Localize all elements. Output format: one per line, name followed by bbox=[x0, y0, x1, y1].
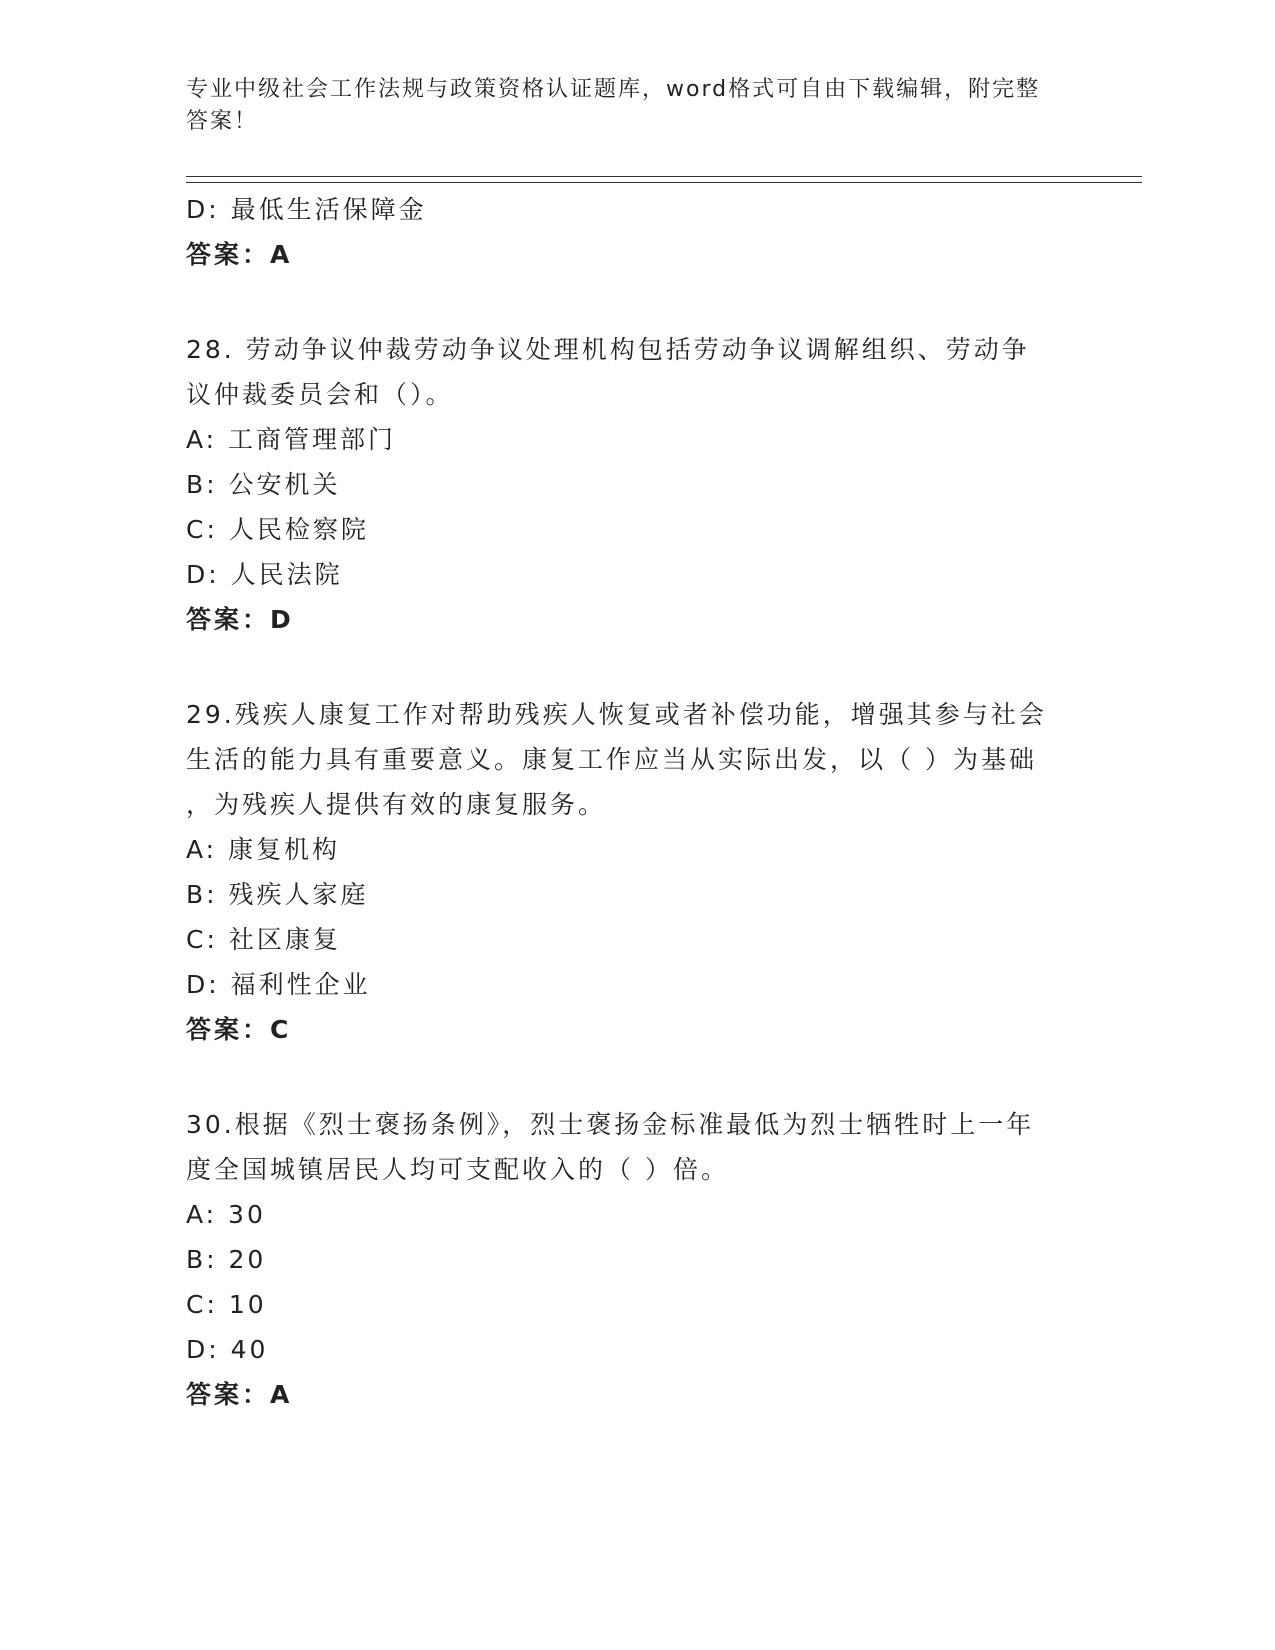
option-c: C: 社区康复 bbox=[186, 925, 341, 954]
spacer bbox=[186, 1052, 1086, 1102]
option-b: B: 残疾人家庭 bbox=[186, 880, 369, 909]
question-28 bbox=[186, 327, 1086, 642]
question-text-line: 度全国城镇居民人均可支配收入的（ ）倍。 bbox=[186, 1155, 729, 1184]
answer-line: 答案：C bbox=[186, 1015, 292, 1044]
question-text-line: ，为残疾人提供有效的康复服务。 bbox=[186, 790, 607, 819]
header-note-line-2: 答案！ bbox=[186, 109, 259, 134]
header-divider bbox=[186, 176, 1142, 183]
question-text-line: 30.根据《烈士褒扬条例》，烈士褒扬金标准最低为烈士牺牲时上一年 bbox=[186, 1110, 1035, 1139]
answer-line: 答案：D bbox=[186, 605, 294, 634]
option-b: B: 公安机关 bbox=[186, 470, 341, 499]
option-a: A: 康复机构 bbox=[186, 835, 341, 864]
option-b: B: 20 bbox=[186, 1245, 267, 1274]
option-c: C: 人民检察院 bbox=[186, 515, 369, 544]
question-text-line: 生活的能力具有重要意义。康复工作应当从实际出发，以（ ）为基础 bbox=[186, 745, 1037, 774]
option-d: D: 福利性企业 bbox=[186, 970, 371, 999]
option-d: D: 最低生活保障金 bbox=[186, 195, 427, 224]
question-30 bbox=[186, 1102, 1086, 1417]
option-a: A: 工商管理部门 bbox=[186, 425, 397, 454]
option-c: C: 10 bbox=[186, 1290, 267, 1319]
question-text-line: 议仲裁委员会和（）。 bbox=[186, 380, 454, 409]
question-29 bbox=[186, 692, 1086, 1052]
option-d: D: 40 bbox=[186, 1335, 269, 1364]
answer-line: 答案：A bbox=[186, 240, 293, 269]
header-note-line-1: 专业中级社会工作法规与政策资格认证题库，word格式可自由下载编辑，附完整 bbox=[186, 77, 1041, 102]
option-a: A: 30 bbox=[186, 1200, 266, 1229]
answer-line: 答案：A bbox=[186, 1380, 293, 1409]
question-27-tail bbox=[186, 187, 1086, 277]
document-header-note bbox=[186, 74, 1066, 138]
spacer bbox=[186, 642, 1086, 692]
spacer bbox=[186, 277, 1086, 327]
question-text-line: 28. 劳动争议仲裁劳动争议处理机构包括劳动争议调解组织、劳动争 bbox=[186, 335, 1030, 364]
question-content bbox=[186, 187, 1086, 1417]
question-text-line: 29.残疾人康复工作对帮助残疾人恢复或者补偿功能，增强其参与社会 bbox=[186, 700, 1047, 729]
option-d: D: 人民法院 bbox=[186, 560, 343, 589]
